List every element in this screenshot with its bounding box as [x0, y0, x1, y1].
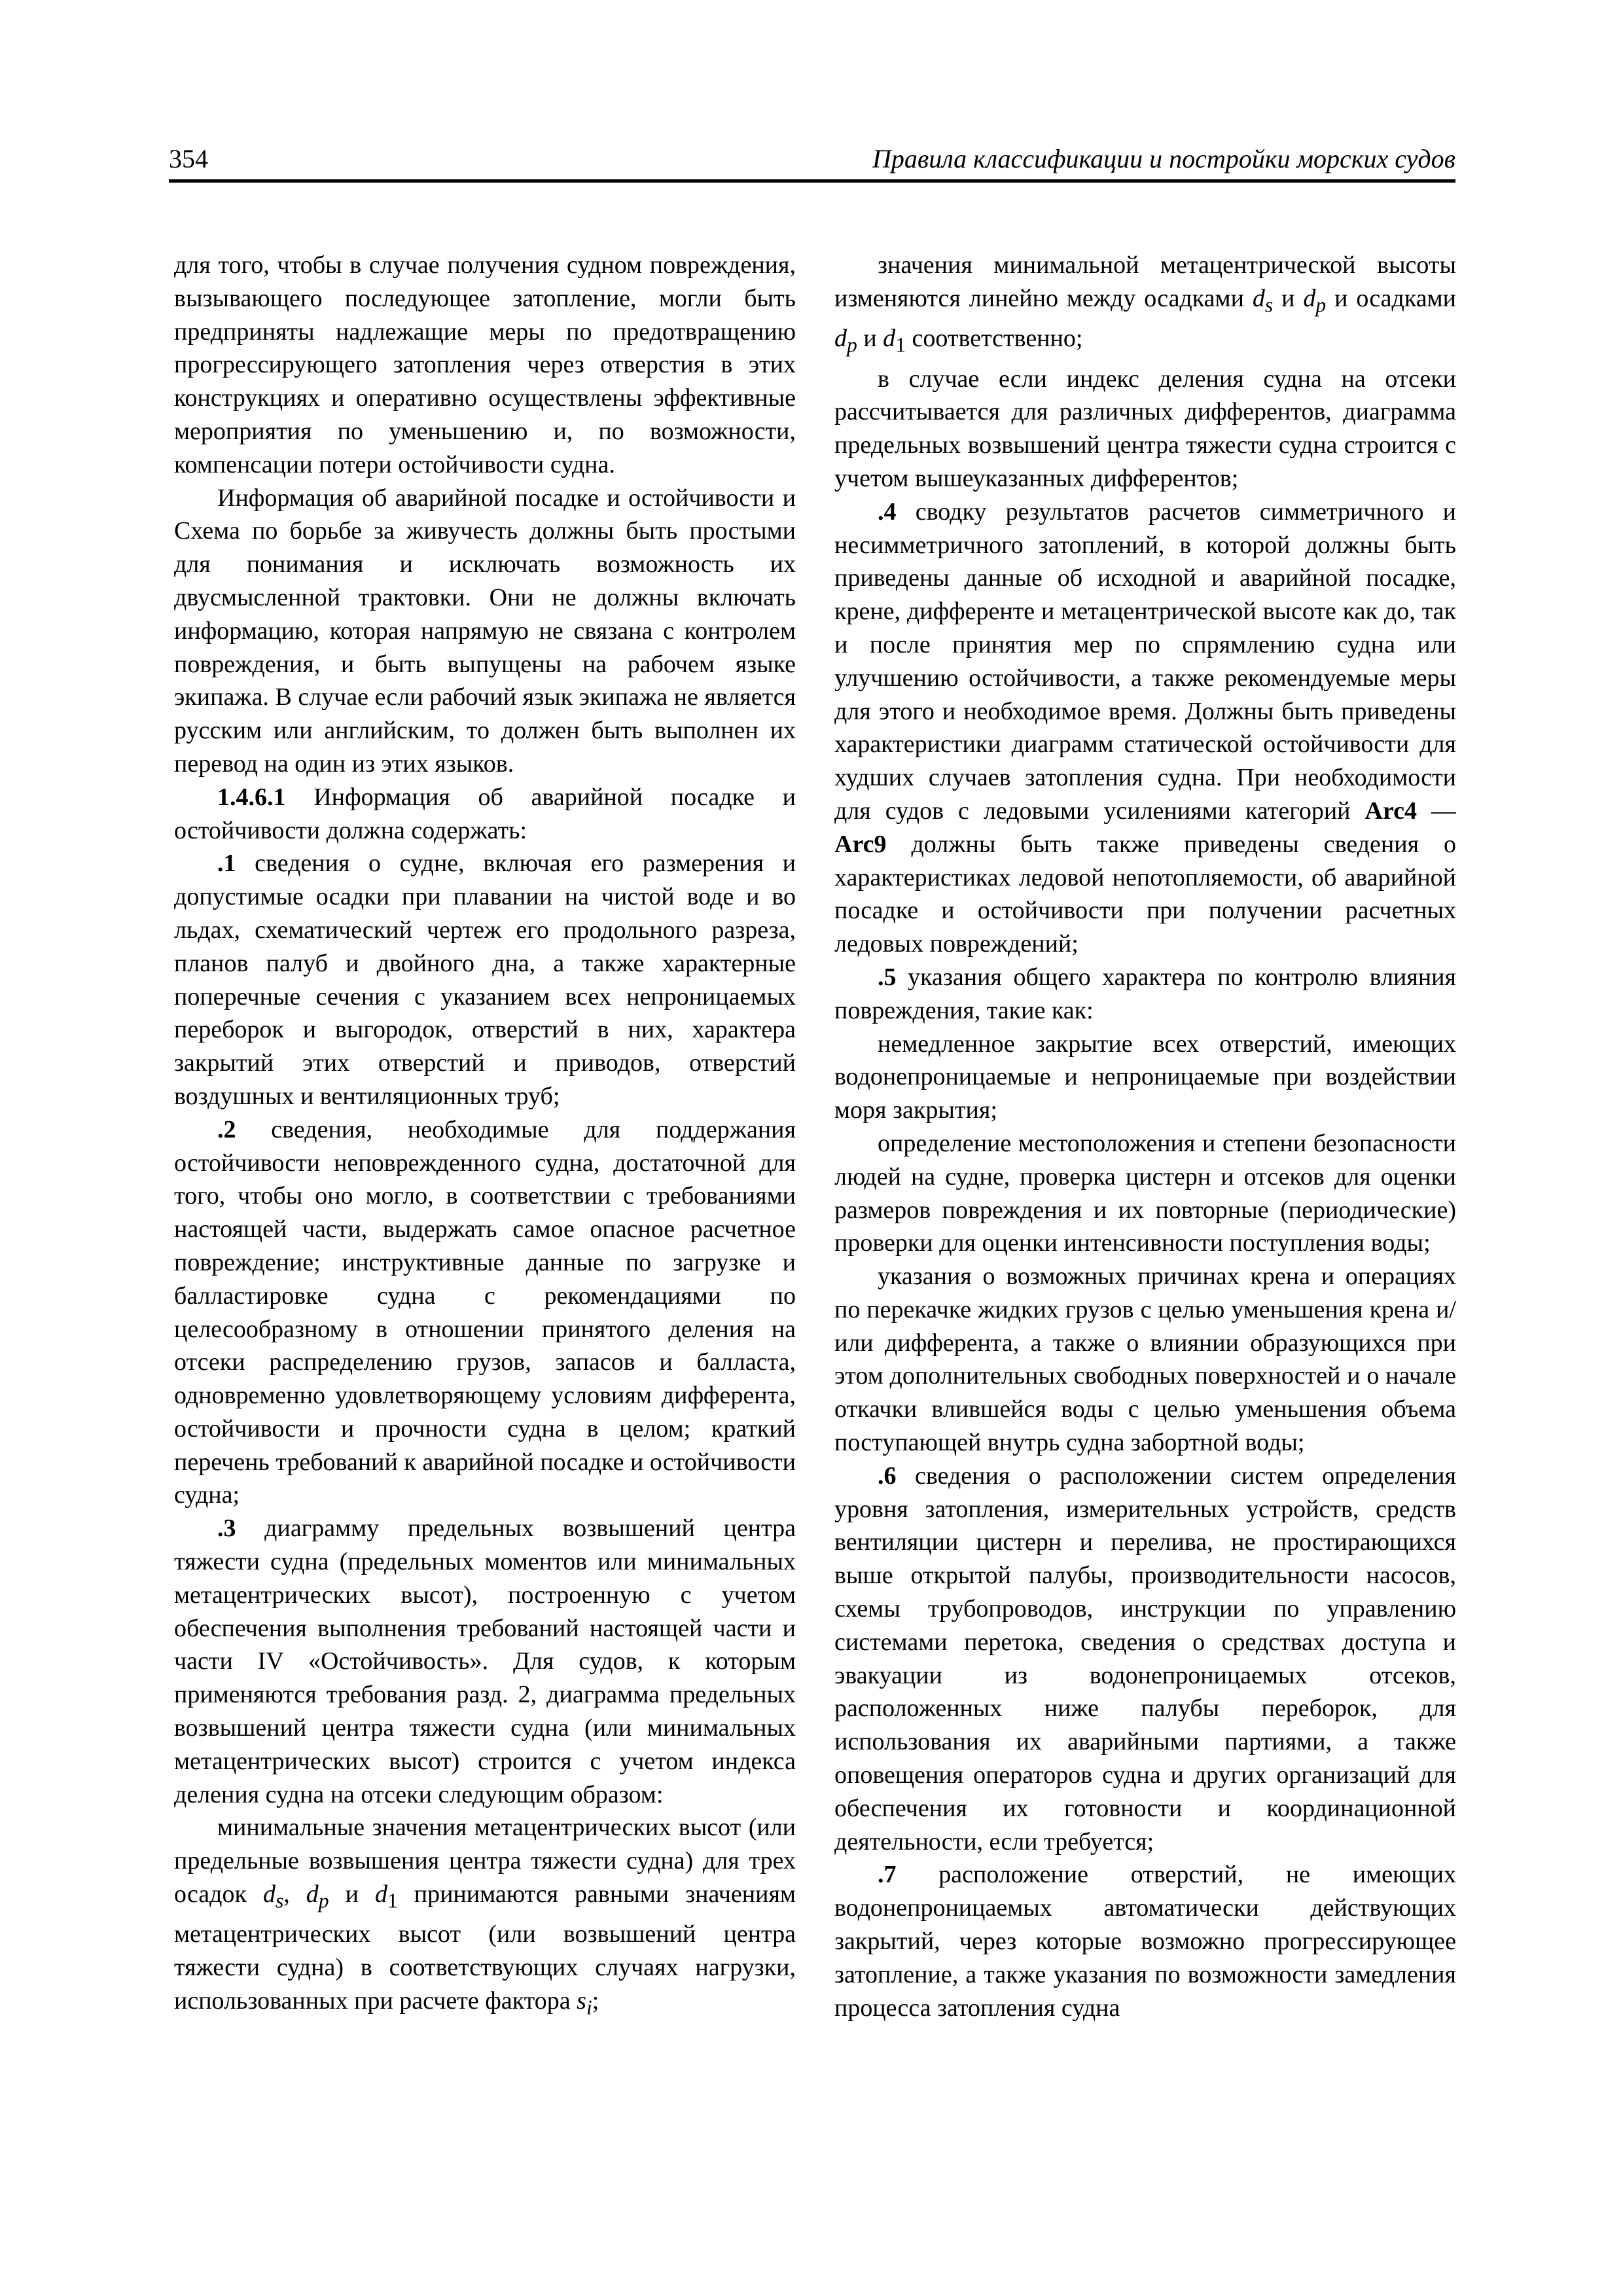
subscript-1: 1	[895, 333, 906, 357]
paragraph-linear-change	[834, 249, 1456, 363]
paragraph-closing-openings: немедленное закрытие всех отверстий, имеющих водонепроницаемые и непроницаемые при воздействии моря закрытия;	[834, 1030, 1456, 1124]
symbol-d: d	[834, 325, 847, 353]
item-number: .1	[217, 850, 236, 878]
item-number: .4	[878, 497, 897, 526]
subscript-1: 1	[387, 1889, 398, 1912]
item-number: .3	[217, 1515, 236, 1543]
paragraph-info-requirements: Информация об аварийной посадке и остойчивости и Схема по борьбе за живучесть должны быть простыми для понимания и исключать возможность их двусмысленной трактовки. Они не должны включать информацию, которая напрямую не связана с контролем повреждения, и быть выпущены на рабочем языке экипажа. В случае если рабочий язык экипажа не является русским или английским, то должен быть выполнен их перевод на один из этих языков.	[174, 484, 796, 778]
paragraph-1-4-6-1	[174, 781, 796, 848]
subscript-p: p	[318, 1889, 329, 1912]
running-title: Правила классификации и постройки морских судов	[872, 144, 1455, 173]
item-number: .5	[878, 963, 897, 991]
conjunction: и	[857, 325, 883, 353]
paragraph-trims: в случае если индекс деления судна на отсеки рассчитывается для различных дифферентов, диаграмма предельных возвышений центра тяжести судна строится с учетом вышеуказанных дифферентов;	[834, 365, 1456, 492]
paragraph-item-7	[834, 1858, 1456, 2024]
subscript-i: i	[586, 1996, 592, 2019]
item-number: .2	[217, 1115, 236, 1143]
paragraph-item-6	[834, 1460, 1456, 1859]
em-dash: —	[1417, 797, 1456, 825]
subscript-p: p	[847, 333, 857, 357]
item-text: сведения о расположении систем определения уровня затопления, измерительных устройств, средств вентиляции цистерн и перелива, не простирающихся выше открытой палубы, производительности насосов, схемы трубопроводов, инструкции по управлению системами перетока, сведения о средствах доступа и эвакуации из водонепроницаемых отсеков, расположенных ниже палубы переборок, для использования их аварийными партиями, а также оповещения операторов судна и других организаций для обеспечения их готовности и координационной деятельности, если требуется;	[834, 1462, 1456, 1856]
item-text: диаграмму предельных возвышений центра тяжести судна (предельных моментов или минимальных метацентрических высот), построенную с учетом обеспечения выполнения требований настоящей части и части IV «Остойчивость». Для судов, к которым применяются требования разд. 2, диаграмма предельных возвышений центра тяжести судна (или минимальных метацентрических высот) строится с учетом индекса деления судна на отсеки следующим образом:	[174, 1515, 796, 1808]
item-text: сведения, необходимые для поддержания остойчивости неповрежденного судна, достаточной для того, чтобы оно могло, в соответствии с требованиями настоящей части, выдержать самое опасное расчетное повреждение; инструктивные данные по загрузке и балластировке судна с рекомендациями по целесообразному в отношении принятого деления на отсеки распределению грузов, запасов и балласта, одновременно удовлетворяющему условиям дифферента, остойчивости и прочности судна в целом; краткий перечень требований к аварийной посадке и остойчивости судна;	[174, 1115, 796, 1509]
subscript-s: s	[1264, 293, 1274, 317]
item-number: .6	[878, 1462, 897, 1490]
subscript-s: s	[275, 1889, 284, 1912]
text-run: и осадками	[1326, 284, 1456, 312]
paragraph-item-5	[834, 961, 1456, 1028]
text-run: соответственно;	[906, 325, 1083, 353]
paragraph-people-safety: определение местоположения и степени безопасности людей на судне, проверка цистерн и отсеков для оценки размеров повреждения и их повторные (периодические) проверки для оценки интенсивности поступления воды;	[834, 1129, 1456, 1257]
conjunction: и	[329, 1880, 375, 1909]
paragraph-item-3	[174, 1512, 796, 1811]
item-text: расположение отверстий, не имеющих водонепроницаемых автоматически действующих закрытий, через которые возможно прогрессирующее затопление, а также указания по возможности замедления процесса затопления судна	[834, 1861, 1456, 2022]
paragraph-min-values	[174, 1811, 796, 2024]
text-run: принимаются равными значениям метацентрических высот (или возвышений центра тяжести судна) в соответствующих случаях нагрузки, использованных при расчете фактора	[174, 1880, 796, 2015]
conjunction: и	[1273, 284, 1304, 312]
item-text: указания общего характера по контролю влияния повреждения, такие как:	[834, 963, 1456, 1024]
text-run: минимальные значения метацентрических высот (или предельные возвышения центра тяжести судна) для трех осадок	[174, 1814, 796, 1909]
clause-text: Информация об аварийной посадке и остойчивости должна содержать:	[174, 783, 796, 844]
symbol-d: d	[1303, 284, 1316, 312]
item-text: сведения о судне, включая его размерения и допустимые осадки при плавании на чистой воде и во льдах, схематический чертеж его продольного разреза, планов палуб и двойного дна, а также характерные поперечные сечения с указанием всех непроницаемых переборок и выгородок, отверстий в них, характера закрытий этих отверстий и приводов, отверстий воздушных и вентиляционных труб;	[174, 850, 796, 1110]
subscript-p: p	[1315, 293, 1327, 317]
symbol-d: d	[306, 1880, 319, 1909]
symbol-d: d	[374, 1880, 387, 1909]
symbol-d: d	[1252, 284, 1265, 312]
symbol-s: s	[577, 1987, 586, 2015]
paragraph-continuation: для того, чтобы в случае получения судном повреждения, вызывающего последующее затопление, могли быть предприняты надлежащие меры по предотвращению прогрессирующего затопления через отверстия в этих конструкциях и оперативно осуществлены эффективные мероприятия по уменьшению и, по возможности, компенсации потери остойчивости судна.	[174, 251, 796, 478]
right-column	[834, 249, 1456, 2134]
item-number: .7	[878, 1861, 897, 1889]
symbol-d: d	[883, 325, 896, 353]
paragraph-heel-causes: указания о возможных причинах крена и операциях по перекачке жидких грузов с целью уменьшения крена и/или дифферента, а также о влиянии образующихся при этом дополнительных свободных поверхностей и о начале откачки влившейся воды с целью уменьшения объема поступающей внутрь судна забортной воды;	[834, 1263, 1456, 1457]
paragraph-item-4	[834, 495, 1456, 961]
paragraph-item-1	[174, 847, 796, 1113]
item-text: должны быть также приведены сведения о характеристиках ледовой непотопляемости, об аварийной посадке и остойчивости при получении расчетных ледовых повреждений;	[834, 830, 1456, 958]
ice-category-arc9: Arc9	[834, 830, 887, 858]
item-text: сводку результатов расчетов симметричного и несимметричного затоплений, в которой должны быть приведены данные об исходной и аварийной посадке, крене, дифференте и метацентрической высоте как до, так и после принятия мер по спрямлению судна или улучшению остойчивости, а также рекомендуемые меры для этого и необходимое время. Должны быть приведены характеристики диаграмм статической остойчивости для худших случаев затопления судна. При необходимости для судов с ледовыми усилениями категорий	[834, 497, 1456, 825]
paragraph-item-2	[174, 1113, 796, 1513]
page-header	[169, 143, 1455, 183]
left-column	[174, 249, 796, 2134]
symbol-d: d	[262, 1880, 276, 1909]
text-run: ;	[592, 1987, 599, 2015]
ice-category-arc4: Arc4	[1364, 797, 1417, 825]
page-number: 354	[169, 144, 208, 173]
clause-number: 1.4.6.1	[217, 783, 286, 811]
text-run: значения минимальной метацентрической высоты изменяются линейно между осадками	[834, 251, 1456, 312]
comma: ,	[283, 1880, 306, 1909]
